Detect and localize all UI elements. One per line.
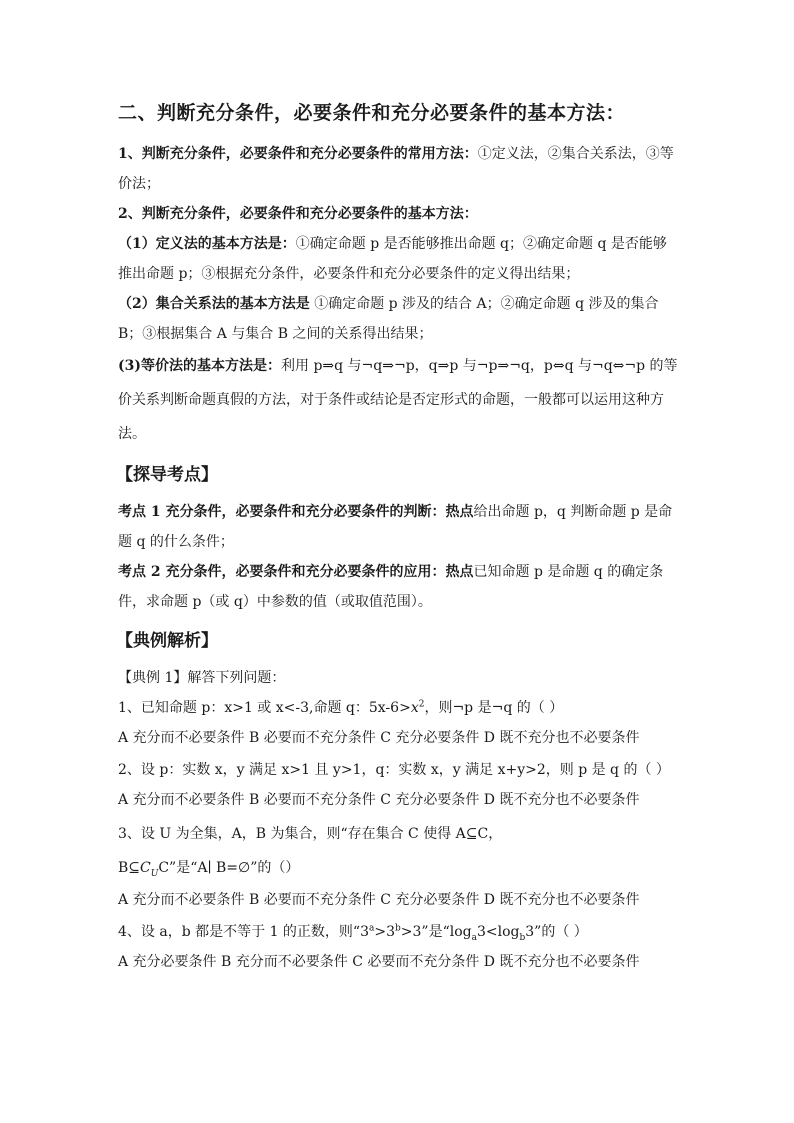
question-4-text-m2: >3”是“log (400, 924, 472, 940)
example-intro: 【典例 1】解答下列问题： (118, 670, 286, 686)
question-4-text-b: 3”的（ ） (525, 924, 588, 940)
question-2-options: A 充分而不必要条件 B 必要而不充分条件 C 充分必要条件 D 既不充分也不必要条件 (118, 792, 640, 808)
question-4-options: A 充分必要条件 B 充分而不必要条件 C 必要而不充分条件 D 既不充分也不必要条件 (118, 954, 640, 970)
question-4-sub-a: a (471, 932, 477, 943)
exam-point-1 (118, 497, 678, 557)
exam-point-2-hot: 热点 (445, 564, 474, 580)
method-2c-lead: (3)等价法的基本方法是： (118, 358, 281, 374)
exam-point-1-lead: 考点 1 充分条件，必要条件和充分必要条件的判断： (118, 504, 446, 520)
question-4-text-m3: 3<log (476, 924, 520, 940)
question-1-var: x (410, 700, 419, 716)
question-2: 2、设 p：实数 x，y 满足 x>1 且 y>1，q：实数 x，y 满足 x+y>2，则 p 是 q 的（ ） (118, 762, 670, 778)
question-4-text-m1: >3 (374, 924, 396, 940)
document-page (118, 100, 678, 979)
question-1-options: A 充分而不必要条件 B 必要而不充分条件 C 充分必要条件 D 既不充分也不必要条件 (118, 730, 640, 746)
question-4-sup-a: a (369, 923, 375, 934)
exam-point-2-text: 已知命题 p 是命题 q 的确定条件，求命题 p（或 q）中参数的值（或取值范围）。 (118, 564, 664, 610)
method-2a-lead: （1）定义法的基本方法是： (118, 236, 296, 252)
exam-point-2 (118, 557, 678, 617)
section-heading: 二、判断充分条件，必要条件和充分必要条件的基本方法： (118, 102, 626, 124)
question-1-text-a: 1、已知命题 p：x>1 或 x<-3,命题 q：5x-6> (118, 700, 411, 716)
question-3-options: A 充分而不必要条件 B 必要而不充分条件 C 充分必要条件 D 既不充分也不必要条件 (118, 892, 640, 908)
exam-point-2-lead: 考点 2 充分条件，必要条件和充分必要条件的应用： (118, 564, 446, 580)
method-1-text: ①定义法，②集合关系法，③等价法； (118, 146, 674, 192)
method-2c-text: 利用 p⇒q 与¬q⇒¬p，q⇒p 与¬p⇒¬q，p⇔q 与¬q⇔¬p 的等价关系判断命题真假的方法，对于条件或结论是否定形式的命题，一般都可以运用这种方法。 (118, 358, 678, 442)
exam-point-1-hot: 热点 (445, 504, 474, 520)
question-3-text-a: 3、设 U 为全集，A，B 为集合，则“存在集合 C 使得 A⊆C，B⊆ (118, 826, 503, 876)
question-4-sup-b: b (395, 923, 401, 934)
method-2b-lead: （2）集合关系法的基本方法是 (118, 296, 310, 312)
question-4 (118, 917, 678, 947)
question-1-text-b: ，则¬p 是¬q 的（ ） (424, 700, 564, 716)
question-1-exponent: 2 (418, 699, 425, 710)
question-3-subscript: U (150, 868, 159, 879)
method-2-lead: 2、判断充分条件，必要条件和充分必要条件的基本方法： (118, 206, 478, 222)
question-1 (118, 693, 678, 723)
method-2a-paragraph (118, 229, 678, 289)
section-examples-title: 【典例解析】 (116, 631, 218, 651)
method-1-paragraph (118, 139, 678, 199)
method-2a-text: ①确定命题 p 是否能够推出命题 q；②确定命题 q 是否能够推出命题 p；③根据充分条件，必要条件和充分必要条件的定义得出结果； (118, 236, 667, 282)
question-3 (118, 817, 678, 885)
method-2c-paragraph (118, 349, 678, 451)
method-2b-paragraph (118, 289, 678, 349)
question-3-text-b: C”是“A∣ B=∅”的（） (158, 860, 300, 876)
question-4-text-a: 4、设 a，b 都是不等于 1 的正数，则“3 (118, 924, 369, 940)
exam-point-1-text: 给出命题 p，q 判断命题 p 是命题 q 的什么条件； (118, 504, 673, 550)
question-3-complement: C (140, 860, 151, 876)
method-2-paragraph (118, 199, 678, 229)
section-exam-points-title: 【探导考点】 (116, 465, 218, 485)
method-1-lead: 1、判断充分条件，必要条件和充分必要条件的常用方法： (118, 146, 478, 162)
question-4-sub-b: b (519, 932, 526, 943)
method-2b-text: ①确定命题 p 涉及的结合 A；②确定命题 q 涉及的集合 B；③根据集合 A 与集合 B 之间的关系得出结果； (118, 296, 659, 342)
